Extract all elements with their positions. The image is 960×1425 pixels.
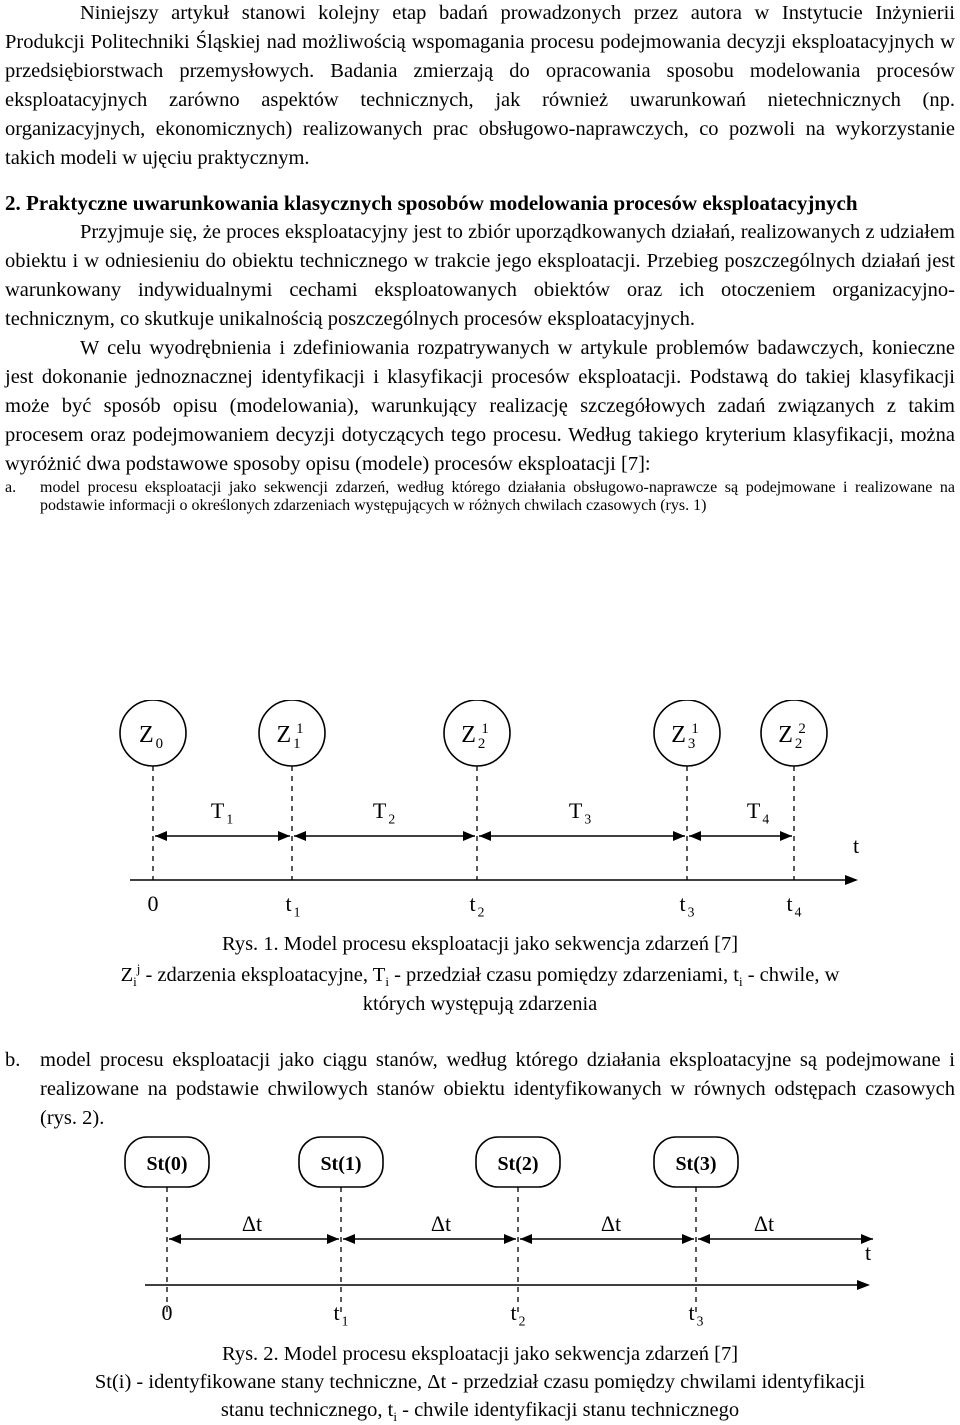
list-item-b bbox=[5, 1046, 955, 1133]
delta-t-label: Δt bbox=[600, 1211, 622, 1236]
figure-1-legend-line1 bbox=[0, 961, 960, 990]
interval-arrow-arrow-right bbox=[463, 831, 475, 841]
tick-label: t $_1$ bbox=[285, 891, 301, 920]
interval-arrow-arrow-left bbox=[343, 1234, 355, 1244]
interval-arrow-arrow-left bbox=[155, 831, 167, 841]
interval-arrow-arrow-left bbox=[520, 1234, 532, 1244]
interval-arrow-arrow-left bbox=[698, 1234, 710, 1244]
legend-sup-j: j bbox=[136, 961, 141, 977]
interval-arrow-arrow-right bbox=[780, 831, 792, 841]
interval-arrow-arrow-right bbox=[327, 1234, 339, 1244]
figure-1-caption: Rys. 1. Model procesu eksploatacji jako sekwencja zdarzeń [7] bbox=[221, 933, 739, 955]
list-marker-a: a. bbox=[5, 479, 17, 496]
legend2-text-b: - chwile identyfikacji stanu technicznego bbox=[397, 1399, 740, 1421]
event-node-label: Z $_2$2 bbox=[778, 721, 806, 752]
interval-arrow-arrow-left bbox=[689, 831, 701, 841]
legend2-sub-i: i bbox=[393, 1409, 397, 1425]
interval-label: T $_4$ bbox=[746, 798, 770, 827]
tick-label: t $_3$ bbox=[688, 1300, 704, 1329]
interval-label: T $_3$ bbox=[568, 798, 592, 827]
document-page bbox=[5, 0, 955, 515]
tick-label: 0 bbox=[161, 1300, 173, 1325]
time-axis-label: t bbox=[852, 833, 860, 858]
interval-arrow-arrow-left bbox=[169, 1234, 181, 1244]
interval-label: T $_1$ bbox=[210, 798, 234, 827]
interval-arrow-arrow-left bbox=[294, 831, 306, 841]
time-axis-label: t bbox=[864, 1240, 872, 1265]
time-axis-arrow bbox=[845, 875, 858, 885]
interval-arrow-arrow-right bbox=[673, 831, 685, 841]
interval-arrow-arrow-right bbox=[278, 831, 290, 841]
state-node-label: St(3) bbox=[675, 1153, 717, 1175]
delta-t-label: Δt bbox=[241, 1211, 263, 1236]
legend-symbol-z: Z bbox=[120, 964, 134, 986]
tick-label: t $_2$ bbox=[469, 891, 485, 920]
event-node-circle bbox=[444, 700, 510, 766]
interval-arrow-arrow-right bbox=[504, 1234, 516, 1244]
tick-label: 0 bbox=[147, 891, 159, 916]
event-node-circle bbox=[761, 700, 827, 766]
figure-2-caption: Rys. 2. Model procesu eksploatacji jako sekwencja zdarzeń [7] bbox=[221, 1343, 739, 1365]
delta-t-label: Δt bbox=[753, 1211, 775, 1236]
legend-text-c: - chwile, w bbox=[742, 964, 840, 986]
list-marker-b: b. bbox=[5, 1049, 21, 1071]
state-node-label: St(0) bbox=[146, 1153, 188, 1175]
state-node-label: St(2) bbox=[497, 1153, 539, 1175]
event-node-label: Z $_0$ bbox=[138, 722, 164, 752]
legend-text-b: - przedział czasu pomiędzy zdarzeniami, t bbox=[388, 964, 739, 986]
tick-label: t $_1$ bbox=[333, 1300, 349, 1329]
time-axis-arrow bbox=[857, 1280, 870, 1290]
state-node-label: St(1) bbox=[320, 1153, 362, 1175]
figure-2-diagram bbox=[0, 1135, 960, 1335]
list-item-a bbox=[5, 479, 955, 515]
list-text-b: model procesu eksploatacji jako ciągu stanów, według którego działania eksploatacyjne są podejmowane i realizowane na podstawie chwilowych stanów obiektu identyfikowanych w równych odstępach czasowych (rys. 2). bbox=[40, 1049, 955, 1129]
list-text-a: model procesu eksploatacji jako sekwencji zdarzeń, według którego działania obsługowo-naprawcze są podejmowane i realizowane na podstawie informacji o określonych zdarzeniach występujących w różnych chwilach czasowych (rys. 1) bbox=[40, 479, 955, 514]
legend2-text-a: stanu technicznego, t bbox=[220, 1399, 394, 1421]
event-node-label: Z $_2$1 bbox=[461, 721, 489, 752]
event-node-circle bbox=[654, 700, 720, 766]
figure-2-legend-line2 bbox=[0, 1396, 960, 1425]
tick-label: t $_4$ bbox=[786, 891, 802, 920]
figure-1-legend-line2: których występują zdarzenia bbox=[362, 993, 598, 1015]
interval-arrow-arrow-left bbox=[479, 831, 491, 841]
event-node-label: Z $_3$1 bbox=[671, 721, 699, 752]
legend-sub-i-2: i bbox=[385, 974, 389, 990]
legend-text-a: - zdarzenia eksploatacyjne, T bbox=[140, 964, 386, 986]
body-paragraph-1: Przyjmuje się, że proces eksploatacyjny jest to zbiór uporządkowanych działań, realizowanych z udziałem obiektu i w odniesieniu do obiektu technicznego w trakcie jego eksploatacji. Przebieg poszczególnych działań jest warunkowany indywidualnymi cechami eksploatowanych obiektów oraz ich otoczeniem organizacyjno-technicznym, co skutkuje unikalnością poszczególnych procesów eksploatacyjnych. bbox=[5, 221, 955, 330]
figure-2-legend-line1: St(i) - identyfikowane stany techniczne, Δt - przedział czasu pomiędzy chwilami identyfikacji bbox=[94, 1371, 866, 1393]
interval-arrow-arrow-right bbox=[682, 1234, 694, 1244]
tick-label: t $_3$ bbox=[679, 891, 695, 920]
intro-paragraph: Niniejszy artykuł stanowi kolejny etap badań prowadzonych przez autora w Instytucie Inżynierii Produkcji Politechniki Śląskiej nad możliwością wspomagania procesu podejmowania decyzji eksploatacyjnych w przedsiębiorstwach przemysłowych. Badania zmierzają do opracowania sposobu modelowania procesów eksploatacyjnych zarówno aspektów technicznych, jak również uwarunkowań nietechnicznych (np. organizacyjnych, ekonomicznych) realizowanych prac obsługowo-naprawczych, co pozwoli na wykorzystanie takich modeli w ujęciu praktycznym. bbox=[5, 2, 955, 169]
event-node-circle bbox=[259, 700, 325, 766]
figure-1-diagram bbox=[0, 700, 960, 932]
delta-t-label: Δt bbox=[430, 1211, 452, 1236]
event-node-label: Z $_1$1 bbox=[276, 721, 304, 752]
interval-label: T $_2$ bbox=[372, 798, 396, 827]
section-heading: 2. Praktyczne uwarunkowania klasycznych sposobów modelowania procesów eksploatacyjnych bbox=[5, 191, 858, 215]
legend-sub-i: i bbox=[133, 974, 137, 990]
legend-sub-i-3: i bbox=[738, 974, 743, 990]
tick-label: t $_2$ bbox=[510, 1300, 526, 1329]
body-paragraph-2: W celu wyodrębnienia i zdefiniowania rozpatrywanych w artykule problemów badawczych, konieczne jest dokonanie jednoznacznej identyfikacji i klasyfikacji procesów eksploatacji. Podstawą do takiej klasyfikacji może być sposób opisu (modelowania), warunkujący realizację szczegółowych zadań związanych z takim procesem oraz podejmowaniem decyzji dotyczących tego procesu. Według takiego kryterium klasyfikacji, można wyróżnić dwa podstawowe sposoby opisu (modele) procesów eksploatacji [7]: bbox=[5, 337, 955, 475]
